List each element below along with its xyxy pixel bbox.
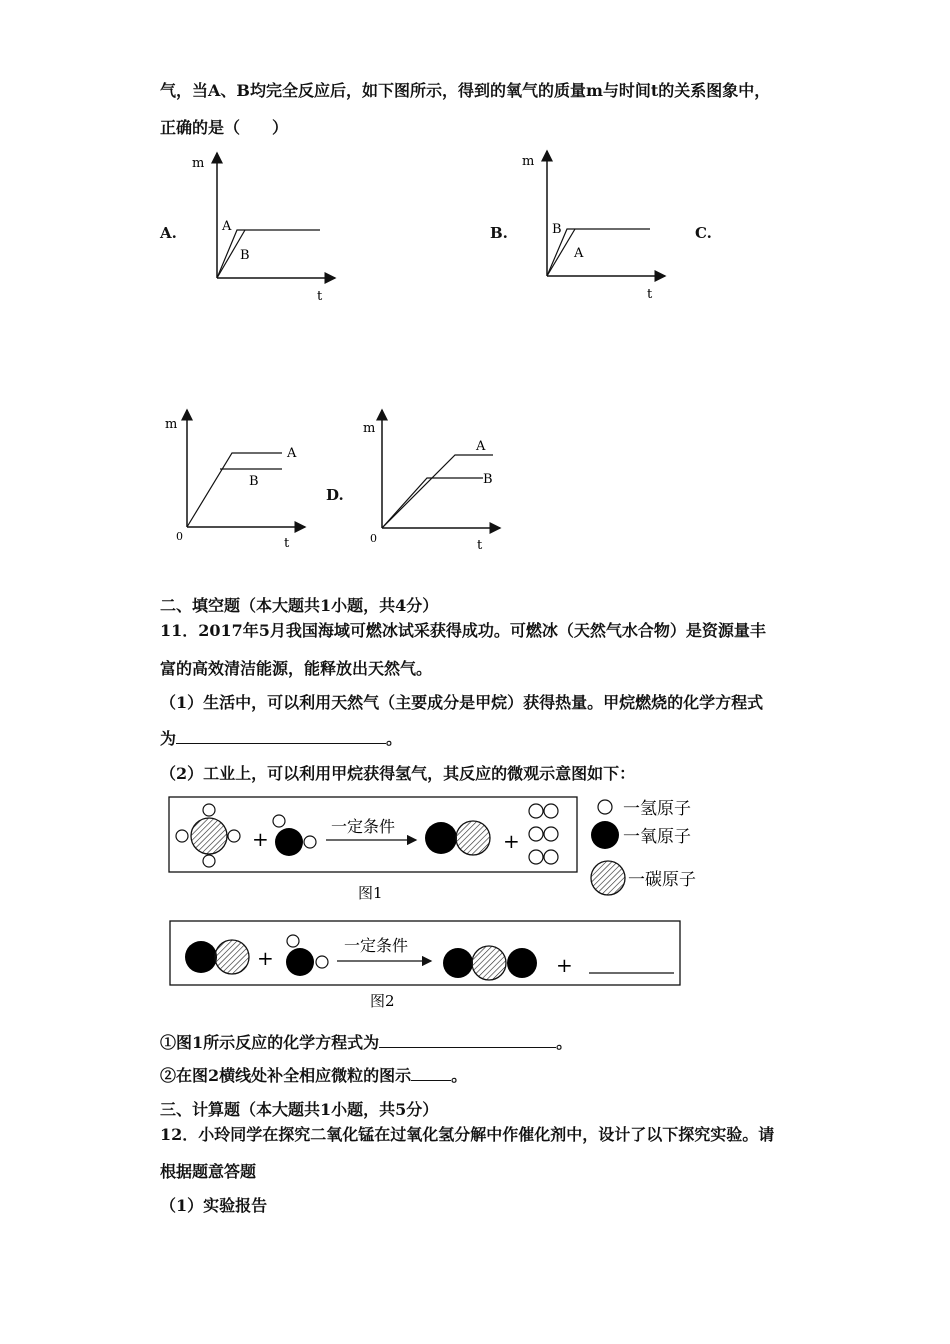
legend-hydrogen-label: 一氢原子: [623, 799, 691, 819]
oxygen-atom: [443, 948, 473, 978]
plus-sign: +: [257, 946, 274, 970]
hydrogen-atom: [228, 830, 240, 842]
part1-suffix: 。: [386, 729, 403, 748]
curve-b-label: B: [240, 248, 250, 263]
hydrogen-atom: [544, 827, 558, 841]
section-2-heading: 二、填空题（本大题共1小题，共4分）: [160, 596, 439, 615]
x-axis-label: t: [477, 538, 483, 553]
legend-carbon-icon: [591, 861, 625, 895]
q11-part1-answer: [160, 726, 402, 749]
option-d-graph: [355, 405, 515, 555]
answer-blank-3[interactable]: [411, 1066, 451, 1081]
curve-b: [547, 229, 650, 276]
oxygen-atom: [286, 948, 314, 976]
carbon-atom: [456, 821, 490, 855]
q12-line1: 12．小玲同学在探究二氧化锰在过氧化氢分解中作催化剂中，设计了以下探究实验。请: [160, 1125, 775, 1144]
legend-carbon-label: 一碳原子: [628, 870, 696, 890]
hydrogen-atom: [287, 935, 299, 947]
x-axis-label: t: [284, 536, 290, 551]
origin-label: 0: [370, 532, 377, 545]
sub2-suffix: 。: [451, 1066, 468, 1085]
option-b-graph: [510, 145, 690, 310]
q11-part1-line1: （1）生活中，可以利用天然气（主要成分是甲烷）获得热量。甲烷燃烧的化学方程式: [160, 693, 764, 712]
fig2-caption: 图2: [370, 992, 395, 1010]
hydrogen-atom: [176, 830, 188, 842]
y-axis-label: m: [363, 421, 376, 436]
part1-prefix: 为: [160, 729, 177, 748]
hydrogen-atom: [529, 827, 543, 841]
curve-b-label: B: [249, 474, 259, 489]
sub2-prefix: ②在图2横线处补全相应微粒的图示: [160, 1066, 412, 1085]
hydrogen-atom: [544, 804, 558, 818]
x-axis-label: t: [647, 287, 653, 302]
hydrogen-atom: [273, 815, 285, 827]
option-c-graph: [160, 405, 320, 555]
fig2-condition: 一定条件: [344, 936, 409, 955]
q10-stem-line2: 正确的是（ ）: [160, 118, 289, 137]
sub1-suffix: 。: [556, 1033, 573, 1052]
q12-part1: （1）实验报告: [160, 1196, 268, 1215]
curve-b: [382, 478, 483, 528]
y-axis-label: m: [165, 417, 178, 432]
x-axis-label: t: [317, 289, 323, 304]
option-d-label: D.: [326, 486, 344, 504]
oxygen-atom: [275, 828, 303, 856]
option-b-label: B.: [490, 224, 508, 242]
curve-a-label: A: [476, 439, 486, 454]
curve-b-label: B: [552, 222, 562, 237]
hydrogen-atom: [529, 850, 543, 864]
figure-2: [169, 918, 684, 1013]
fig1-caption: 图1: [358, 884, 383, 902]
plus-sign: +: [252, 827, 269, 851]
plus-sign: +: [556, 953, 573, 977]
q10-stem-line1: 气，当A、B均完全反应后，如下图所示，得到的氧气的质量m与时间t的关系图象中，: [160, 81, 771, 100]
curve-a-label: A: [287, 446, 297, 461]
legend-hydrogen-icon: [598, 800, 612, 814]
legend-oxygen-icon: [591, 821, 619, 849]
fig1-condition: 一定条件: [331, 817, 396, 836]
q11-sub2: [160, 1063, 467, 1086]
curve-a: [217, 230, 320, 278]
option-a-graph: [180, 145, 360, 310]
oxygen-atom: [185, 941, 217, 973]
q11-part2: （2）工业上，可以利用甲烷获得氢气，其反应的微观示意图如下：: [160, 764, 636, 783]
curve-a: [382, 455, 493, 528]
answer-blank-2[interactable]: [379, 1033, 556, 1048]
sub1-prefix: ①图1所示反应的化学方程式为: [160, 1033, 380, 1052]
curve-b-label: B: [483, 472, 493, 487]
hydrogen-atom: [304, 836, 316, 848]
carbon-atom: [215, 940, 249, 974]
plus-sign: +: [503, 829, 520, 853]
curve-a: [187, 453, 282, 527]
section-3-heading: 三、计算题（本大题共1小题，共5分）: [160, 1100, 439, 1119]
q11-line2: 富的高效清洁能源，能释放出天然气。: [160, 659, 433, 678]
figure-1: [168, 796, 728, 908]
oxygen-atom: [425, 822, 457, 854]
hydrogen-atom: [529, 804, 543, 818]
hydrogen-atom: [544, 850, 558, 864]
option-c-label: C.: [695, 224, 712, 242]
q11-sub1: [160, 1030, 572, 1053]
hydrogen-atom: [203, 804, 215, 816]
y-axis-label: m: [522, 154, 535, 169]
legend-oxygen-label: 一氧原子: [623, 827, 691, 847]
oxygen-atom: [507, 948, 537, 978]
answer-blank-1[interactable]: [176, 729, 386, 744]
option-a-label: A.: [160, 224, 177, 242]
q12-line2: 根据题意答题: [160, 1162, 257, 1181]
carbon-atom: [472, 946, 506, 980]
curve-a-label: A: [574, 246, 584, 261]
curve-a-label: A: [222, 219, 232, 234]
origin-label: 0: [176, 530, 183, 543]
q11-line1: 11．2017年5月我国海域可燃冰试采获得成功。可燃冰（天然气水合物）是资源量丰: [160, 621, 766, 640]
hydrogen-atom: [316, 956, 328, 968]
carbon-atom: [191, 818, 227, 854]
hydrogen-atom: [203, 855, 215, 867]
y-axis-label: m: [192, 156, 205, 171]
